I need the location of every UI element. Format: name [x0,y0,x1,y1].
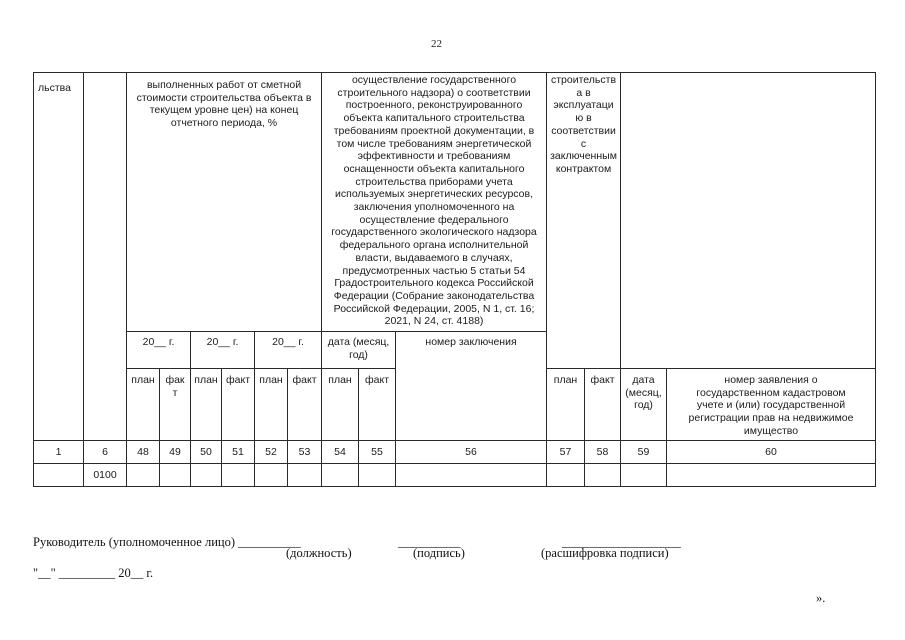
row-code-cell: 0100 [84,464,127,487]
data-cell-empty [585,464,621,487]
decoding-blank-line: ___________________ [562,535,681,549]
signature-decoding-caption: (расшифровка подписи) [541,546,669,560]
header-cell-empty [84,73,127,441]
column-number-cell: 53 [288,441,322,464]
column-number-cell: 52 [255,441,288,464]
header-cell-conclusion-date: дата (месяц, год) [322,332,396,369]
header-cell-year: 20__ г. [191,332,255,369]
header-cell-year: 20__ г. [127,332,191,369]
header-cell-conclusion-number: номер заключения [396,332,547,441]
column-number-cell: 6 [84,441,127,464]
column-number-cell: 54 [322,441,359,464]
data-cell-empty [396,464,547,487]
data-cell-empty [127,464,160,487]
header-cell-continuation: льства [34,73,84,441]
data-cell-empty [621,464,667,487]
data-cell-empty [667,464,876,487]
header-cell-fact: фак т [160,369,191,441]
report-table [33,72,876,487]
head-official-label: Руководитель (уполномоченное лицо) __________ [33,535,301,549]
data-cell-empty [191,464,222,487]
closing-quote-mark: ». [816,591,826,605]
header-cell-fact: факт [585,369,621,441]
header-cell-supervision-conclusion: осуществление государственного строительного надзора) о соответствии построенного, реконструированного объекта капитального строительства требованиям проектной документации, в том числе требованиям энергетической эффективности и требованиям оснащенности объекта капитального строительства приборами учета используемых энергетических ресурсов, заключения уполномоченного на осуществление федерального государственного экологического надзора федерального органа исполнительной власти, выдаваемого в случаях, предусмотренных частью 5 статьи 54 Градостроительного кодекса Российской Федерации (Собрание законодательства Российской Федерации, 2005, N 1, ст. 16; 2021, N 24, ст. 4188) [322,73,547,332]
date-line: "__" _________ 20__ г. [33,566,154,580]
data-cell-empty [34,464,84,487]
column-numbers-row [34,441,876,464]
header-cell-plan: план [127,369,160,441]
column-number-cell: 60 [667,441,876,464]
data-cell-empty [255,464,288,487]
column-number-cell: 51 [222,441,255,464]
header-cell-fact: факт [288,369,322,441]
data-row [34,464,876,487]
header-cell-registration-application-number: номер заявления о государственном кадастровом учете и (или) государственной регистрации прав на недвижимое имущество [667,369,876,441]
page-number: 22 [431,38,442,50]
signature-caption: (подпись) [413,546,465,560]
column-number-cell: 50 [191,441,222,464]
column-number-cell: 58 [585,441,621,464]
column-number-cell: 56 [396,441,547,464]
column-number-cell: 49 [160,441,191,464]
data-cell-empty [547,464,585,487]
data-cell-empty [359,464,396,487]
data-cell-empty [160,464,191,487]
column-number-cell: 55 [359,441,396,464]
data-cell-empty [222,464,255,487]
header-cell-plan: план [547,369,585,441]
column-number-cell: 48 [127,441,160,464]
header-cell-commissioning: строительств а в эксплуатаци ю в соответствии с заключенным контрактом [547,73,621,369]
data-cell-empty [322,464,359,487]
data-cell-empty [288,464,322,487]
header-cell-year: 20__ г. [255,332,322,369]
column-number-cell: 1 [34,441,84,464]
header-cell-registration-date: дата (месяц, год) [621,369,667,441]
header-cell-empty [621,73,876,369]
header-cell-fact: факт [222,369,255,441]
position-caption: (должность) [286,546,352,560]
header-cell-completion-percent: выполненных работ от сметной стоимости строительства объекта в текущем уровне цен) на конец отчетного периода, % [127,73,322,332]
column-number-cell: 59 [621,441,667,464]
header-cell-plan: план [255,369,288,441]
signature-blank-line: __________ [398,535,461,549]
header-cell-plan: план [322,369,359,441]
header-cell-plan: план [191,369,222,441]
header-cell-fact: факт [359,369,396,441]
header-row-1 [34,73,876,332]
column-number-cell: 57 [547,441,585,464]
